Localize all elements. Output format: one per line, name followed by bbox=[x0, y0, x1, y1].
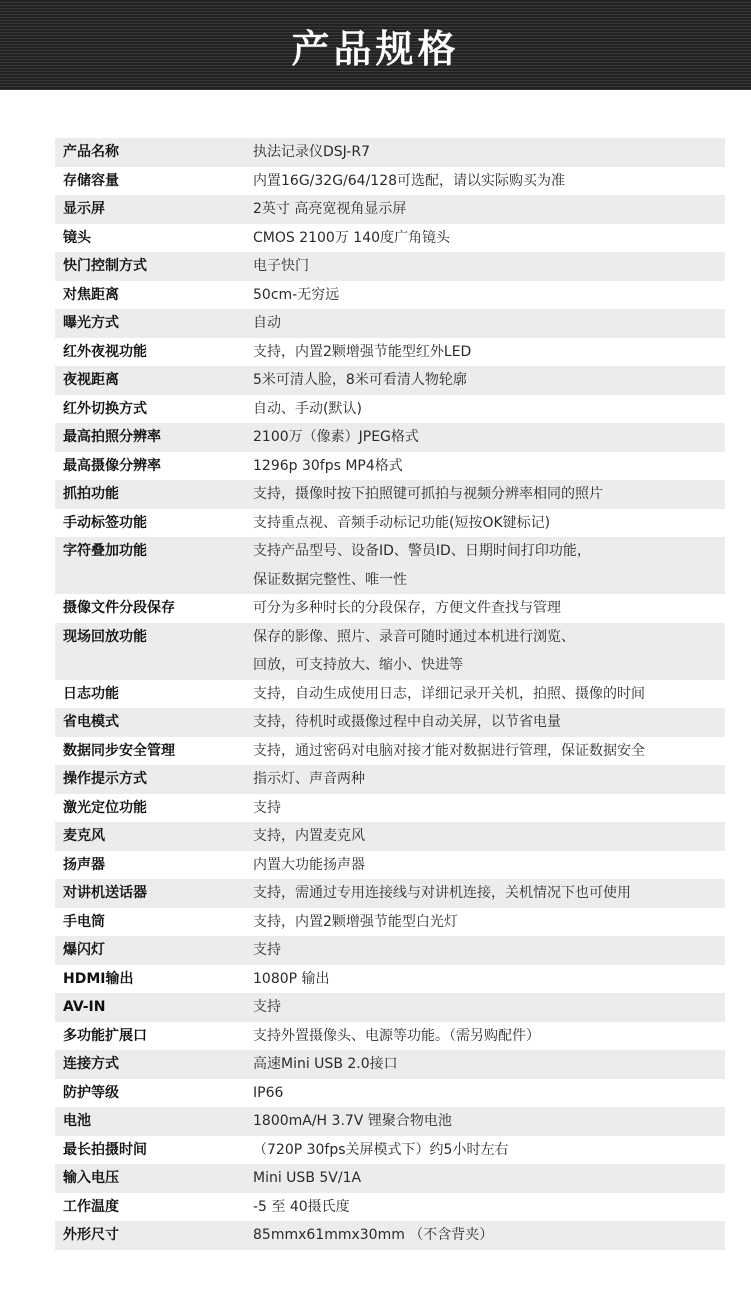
spec-row bbox=[55, 167, 725, 196]
spec-row bbox=[55, 851, 725, 880]
spec-value bbox=[253, 167, 725, 196]
spec-label: 最高摄像分辨率 bbox=[63, 457, 161, 474]
spec-label: 麦克风 bbox=[63, 828, 105, 844]
spec-label: 输入电压 bbox=[63, 1170, 119, 1186]
spec-value bbox=[253, 366, 725, 395]
spec-value-line: 回放，可支持放大、缩小、快进等 bbox=[253, 657, 463, 673]
spec-value-line: 指示灯、声音两种 bbox=[253, 771, 365, 787]
spec-row bbox=[55, 1050, 725, 1079]
spec-label: 快门控制方式 bbox=[63, 258, 147, 274]
spec-row bbox=[55, 309, 725, 338]
spec-value bbox=[253, 822, 725, 851]
spec-label: 激光定位功能 bbox=[63, 799, 147, 816]
spec-value bbox=[253, 851, 725, 880]
spec-value-line: 2100万（像素）JPEG格式 bbox=[253, 429, 419, 445]
spec-value bbox=[253, 195, 725, 224]
spec-row bbox=[55, 252, 725, 281]
spec-value-line: 支持，待机时或摄像过程中自动关屏，以节省电量 bbox=[253, 714, 561, 730]
spec-value bbox=[253, 908, 725, 937]
page-header bbox=[0, 0, 751, 90]
spec-value bbox=[253, 509, 725, 538]
spec-value-line: 内置16G/32G/64/128可选配，请以实际购买为准 bbox=[253, 172, 566, 189]
spec-value-line: 50cm-无穷远 bbox=[253, 286, 340, 303]
spec-value-line: 支持，内置麦克风 bbox=[253, 828, 365, 844]
spec-value-line: （720P 30fps关屏模式下）约5小时左右 bbox=[253, 1141, 509, 1158]
spec-row bbox=[55, 338, 725, 367]
spec-label: 防护等级 bbox=[63, 1084, 119, 1101]
spec-row bbox=[55, 423, 725, 452]
spec-row bbox=[55, 993, 725, 1022]
spec-value-line: -5 至 40摄氏度 bbox=[253, 1198, 350, 1215]
spec-value-line: 支持，通过密码对电脑对接才能对数据进行管理，保证数据安全 bbox=[253, 742, 645, 759]
spec-value-line: 2英寸 高亮宽视角显示屏 bbox=[253, 201, 407, 217]
spec-value-line: 支持，内置2颗增强节能型白光灯 bbox=[253, 913, 458, 930]
spec-value bbox=[253, 1193, 725, 1222]
spec-row bbox=[55, 794, 725, 823]
spec-row bbox=[55, 1079, 725, 1108]
spec-row bbox=[55, 452, 725, 481]
spec-label: 多功能扩展口 bbox=[63, 1027, 147, 1044]
spec-row bbox=[55, 480, 725, 509]
spec-value-line: 自动、手动(默认) bbox=[253, 400, 362, 417]
spec-label: 红外切换方式 bbox=[63, 400, 147, 417]
spec-value bbox=[253, 423, 725, 452]
spec-label: 字符叠加功能 bbox=[63, 543, 147, 559]
spec-label: 夜视距离 bbox=[63, 372, 119, 388]
spec-value bbox=[253, 138, 725, 167]
spec-value bbox=[253, 680, 725, 709]
spec-value-line: 高速Mini USB 2.0接口 bbox=[253, 1056, 398, 1072]
spec-row bbox=[55, 879, 725, 908]
spec-row bbox=[55, 822, 725, 851]
spec-value-line: 支持，摄像时按下拍照键可抓拍与视频分辨率相同的照片 bbox=[253, 486, 603, 502]
page-title: 产品规格 bbox=[291, 26, 460, 71]
spec-label: 连接方式 bbox=[63, 1056, 119, 1072]
spec-label: 最高拍照分辨率 bbox=[63, 429, 161, 445]
spec-label: 红外夜视功能 bbox=[63, 343, 147, 360]
spec-value bbox=[253, 1050, 725, 1079]
spec-value-line: 可分为多种时长的分段保存，方便文件查找与管理 bbox=[253, 600, 561, 616]
spec-value-line: 85mmx61mmx30mm （不含背夹） bbox=[253, 1227, 494, 1243]
spec-value-line: Mini USB 5V/1A bbox=[253, 1170, 362, 1186]
spec-label: 镜头 bbox=[63, 229, 91, 246]
spec-label: 显示屏 bbox=[63, 201, 105, 217]
spec-row bbox=[55, 509, 725, 538]
spec-value bbox=[253, 252, 725, 281]
spec-value bbox=[253, 936, 725, 965]
spec-label: 工作温度 bbox=[63, 1198, 119, 1215]
spec-value bbox=[253, 281, 725, 310]
spec-row bbox=[55, 765, 725, 794]
spec-value-line: 自动 bbox=[253, 315, 281, 331]
spec-value-line: 1296p 30fps MP4格式 bbox=[253, 457, 403, 474]
spec-label: 对讲机送话器 bbox=[63, 885, 147, 901]
spec-value bbox=[253, 708, 725, 737]
spec-row bbox=[55, 908, 725, 937]
spec-row bbox=[55, 281, 725, 310]
spec-value bbox=[253, 1221, 725, 1250]
spec-value-line: 支持，内置2颗增强节能型红外LED bbox=[253, 343, 472, 360]
spec-row bbox=[55, 224, 725, 253]
spec-label: 操作提示方式 bbox=[63, 771, 147, 787]
spec-row bbox=[55, 623, 725, 680]
spec-value bbox=[253, 1136, 725, 1165]
spec-value bbox=[253, 737, 725, 766]
spec-value bbox=[253, 623, 725, 680]
spec-value bbox=[253, 1079, 725, 1108]
spec-value bbox=[253, 594, 725, 623]
spec-value bbox=[253, 1022, 725, 1051]
spec-row bbox=[55, 1107, 725, 1136]
spec-value-line: 5米可清人脸，8米可看清人物轮廓 bbox=[253, 372, 467, 388]
spec-value bbox=[253, 993, 725, 1022]
spec-value-line: 支持 bbox=[253, 942, 281, 958]
spec-table bbox=[55, 138, 725, 1250]
spec-row bbox=[55, 594, 725, 623]
spec-label: 电池 bbox=[63, 1113, 91, 1129]
spec-value bbox=[253, 338, 725, 367]
spec-label: 存储容量 bbox=[63, 172, 119, 189]
spec-value bbox=[253, 1107, 725, 1136]
spec-label: 外形尺寸 bbox=[63, 1227, 119, 1243]
spec-value-line: 保证数据完整性、唯一性 bbox=[253, 571, 407, 588]
spec-label: 扬声器 bbox=[63, 856, 105, 873]
spec-row bbox=[55, 1193, 725, 1222]
spec-label: 抓拍功能 bbox=[63, 486, 119, 502]
spec-label: 摄像文件分段保存 bbox=[63, 600, 175, 616]
spec-value-line: 支持外置摄像头、电源等功能。（需另购配件） bbox=[253, 1027, 540, 1044]
spec-value-line: 执法记录仪DSJ-R7 bbox=[253, 144, 370, 160]
spec-row bbox=[55, 1136, 725, 1165]
spec-label: 数据同步安全管理 bbox=[63, 742, 175, 759]
spec-value bbox=[253, 480, 725, 509]
spec-value-line: CMOS 2100万 140度广角镜头 bbox=[253, 229, 451, 246]
spec-value-line: 支持 bbox=[253, 799, 281, 816]
spec-row bbox=[55, 708, 725, 737]
spec-label: 最长拍摄时间 bbox=[63, 1141, 147, 1158]
spec-value-line: 内置大功能扬声器 bbox=[253, 856, 365, 873]
spec-label: 手电筒 bbox=[63, 913, 105, 930]
spec-row bbox=[55, 936, 725, 965]
spec-row bbox=[55, 1164, 725, 1193]
spec-value-line: 支持，需通过专用连接线与对讲机连接，关机情况下也可使用 bbox=[253, 885, 631, 901]
spec-row bbox=[55, 680, 725, 709]
spec-value-line: 保存的影像、照片、录音可随时通过本机进行浏览、 bbox=[253, 628, 575, 645]
spec-value-line: 支持产品型号、设备ID、警员ID、日期时间打印功能， bbox=[253, 543, 591, 559]
spec-value bbox=[253, 537, 725, 594]
spec-label: HDMI输出 bbox=[63, 970, 134, 987]
spec-label: 曝光方式 bbox=[63, 315, 119, 331]
spec-value-line: 1800mA/H 3.7V 锂聚合物电池 bbox=[253, 1113, 452, 1129]
spec-value bbox=[253, 395, 725, 424]
spec-value bbox=[253, 879, 725, 908]
spec-value bbox=[253, 965, 725, 994]
spec-row bbox=[55, 395, 725, 424]
spec-value-line: 支持，自动生成使用日志，详细记录开关机，拍照、摄像的时间 bbox=[253, 685, 645, 702]
spec-row bbox=[55, 965, 725, 994]
spec-value-line: 支持 bbox=[253, 999, 281, 1015]
spec-value bbox=[253, 224, 725, 253]
spec-label: 对焦距离 bbox=[63, 286, 119, 303]
spec-row bbox=[55, 366, 725, 395]
spec-row bbox=[55, 1022, 725, 1051]
spec-row bbox=[55, 1221, 725, 1250]
spec-value bbox=[253, 1164, 725, 1193]
spec-row bbox=[55, 537, 725, 594]
spec-value bbox=[253, 309, 725, 338]
spec-value bbox=[253, 452, 725, 481]
spec-label: 手动标签功能 bbox=[63, 514, 147, 531]
spec-row bbox=[55, 138, 725, 167]
spec-label: AV-IN bbox=[63, 999, 106, 1015]
spec-value bbox=[253, 765, 725, 794]
spec-label: 爆闪灯 bbox=[63, 942, 105, 958]
spec-value-line: IP66 bbox=[253, 1084, 284, 1101]
spec-row bbox=[55, 195, 725, 224]
spec-value-line: 支持重点视、音频手动标记功能(短按OK键标记) bbox=[253, 514, 551, 531]
spec-label: 产品名称 bbox=[63, 144, 119, 160]
spec-label: 日志功能 bbox=[63, 685, 119, 702]
spec-value-line: 电子快门 bbox=[253, 258, 309, 274]
spec-value bbox=[253, 794, 725, 823]
spec-label: 现场回放功能 bbox=[63, 628, 147, 645]
spec-row bbox=[55, 737, 725, 766]
spec-value-line: 1080P 输出 bbox=[253, 970, 330, 987]
spec-label: 省电模式 bbox=[63, 714, 119, 730]
